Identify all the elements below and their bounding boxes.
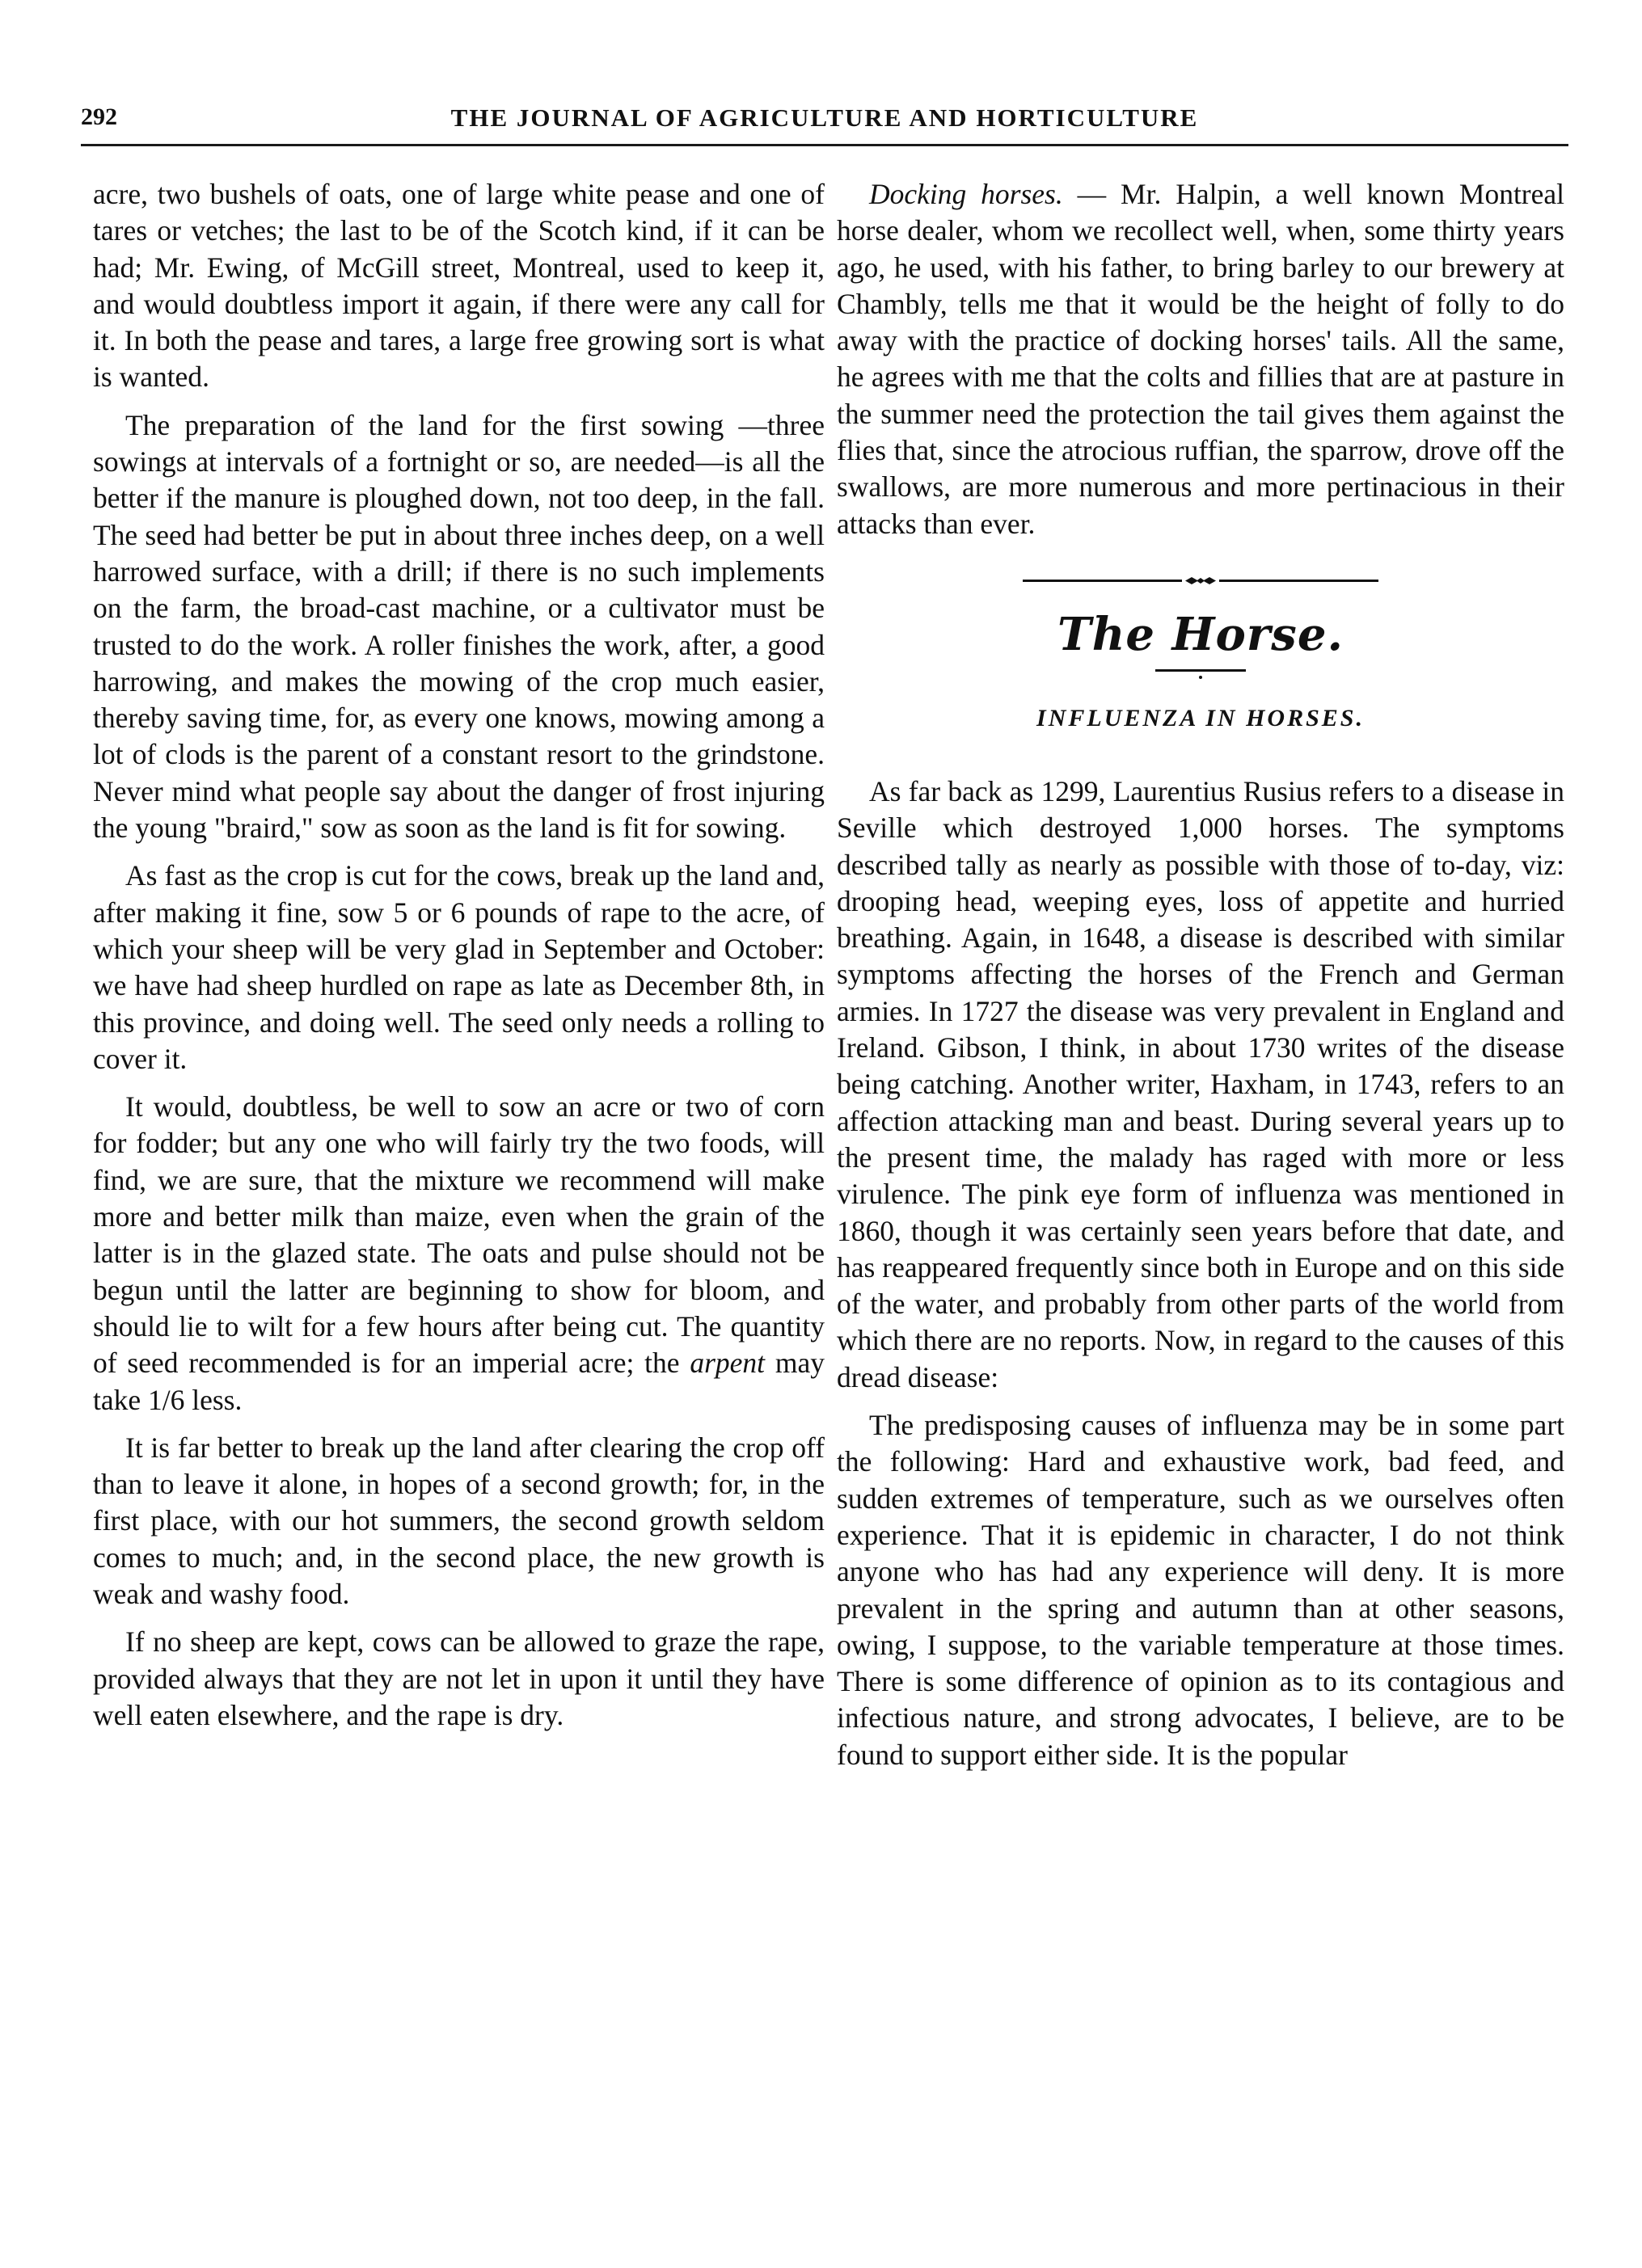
- paragraph-corn-fodder: [93, 1089, 825, 1419]
- paragraph-land-preparation: The preparation of the land for the first sowing —three sowings at intervals of a fortnight or so, are needed—is all the better if the manure is ploughed down, not too deep, in the fall. The seed had better be put in about three inches deep, on a well harrowed surface, with a drill; if there is no such implements on the farm, the broad-cast machine, or a cultivator must be trusted to do the work. A roller finishes the work, after, a good harrowing, and makes the mowing of the crop much easier, thereby saving time, for, as every one knows, mowing among a lot of clods is the parent of a constant resort to the grindstone. Never mind what people say about the danger of frost injuring the young "braird," sow as soon as the land is fit for sowing.: [93, 408, 825, 845]
- paragraph-break-up-land: It is far better to break up the land after clearing the crop off than to leave it alone, in hopes of a second growth; for, in the first place, with our hot summers, the second growth seldom comes to much; and, in the second place, the new growth is weak and washy food.: [93, 1431, 825, 1610]
- page-header: [81, 95, 1568, 146]
- section-divider: [1023, 580, 1378, 582]
- divider-ornament-icon: [1182, 575, 1219, 586]
- paragraph-seed-mixture: acre, two bushels of oats, one of large white pease and one of tares or vetches; the last to be of the Scotch kind, if it can be had; Mr. Ewing, of McGill street, Montreal, used to keep it, and would doubtless import it again, if there were any call for it. In both the pease and tares, a large free growing sort is what is wanted.: [93, 178, 825, 394]
- running-title: THE JOURNAL OF AGRICULTURE AND HORTICULTURE: [450, 103, 1199, 132]
- article-title: INFLUENZA IN HORSES.: [1036, 704, 1365, 731]
- arpent-word: arpent: [690, 1347, 766, 1380]
- paragraph-rape-sowing: As fast as the crop is cut for the cows, break up the land and, after making it fine, sow 5 or 6 pounds of rape to the acre, of which your sheep will be very glad in September and October: we have had sheep hurdled on rape as late as December 8th, in this province, and doing well. The seed only needs a rolling to cover it.: [93, 859, 825, 1075]
- page-number: 292: [81, 103, 117, 130]
- left-column: [93, 176, 825, 1745]
- paragraph-docking-horses: [837, 176, 1564, 542]
- docking-lead: Docking horses.: [869, 178, 1063, 210]
- corn-fodder-text: It would, doubtless, be well to sow an acre or two of corn for fodder; but any one who will fairly try the two foods, will find, we are sure, that the mixture we recommend will make more and better milk than maize, even when the grain of the latter is in the glazed state. The oats and pulse should not be begun until the latter are beginning to show for bloom, and should lie to wilt for a few hours after being cut. The quantity of seed recommended is for an imperial acre; the: [93, 1090, 825, 1380]
- paragraph-influenza-causes: The predisposing causes of influenza may be in some part the following: Hard and exhaustive work, bad feed, and sudden extremes of temperature, such as we ourselves often experience. That it is epidemic in character, I do not think anyone who has had any experience will deny. It is more prevalent in the spring and autumn than at other seasons, owing, I suppose, to the variable temperature at those times. There is some difference of opinion as to its contagious and infectious nature, and strong advocates, I believe, are to be found to support either side. It is the popular: [837, 1409, 1564, 1771]
- right-column: [837, 176, 1564, 1785]
- arpent-tail: may take 1/6 less.: [93, 1347, 825, 1416]
- section-title-rule: [1155, 669, 1246, 672]
- docking-text: — Mr. Halpin, a well known Montreal horse dealer, whom we recollect well, when, some thirty years ago, he used, with his father, to bring barley to our brewery at Chambly, tells me that it would be the height of folly to do away with the practice of docking horses' tails. All the same, he agrees with me that the colts and fillies that are at pasture in the summer need the protection the tail gives them against the flies that, since the atrocious ruffian, the sparrow, drove off the swallows, are more numerous and more pertinacious in their attacks than ever.: [837, 178, 1565, 540]
- paragraph-influenza-history: As far back as 1299, Laurentius Rusius refers to a disease in Seville which destroyed 1,000 horses. The symptoms described tally as nearly as possible with those of to-day, viz: drooping head, weeping eyes, loss of appetite and hurried breathing. Again, in 1648, a disease is described with similar symptoms affecting the horses of the French and German armies. In 1727 the disease was very prevalent in England and Ireland. Gibson, I think, in about 1730 writes of the disease being catching. Another writer, Haxham, in 1743, refers to an affection attacking man and beast. During several years up to the present time, the malady has raged with more or less virulence. The pink eye form of influenza was mentioned in 1860, though it was certainly seen years before that date, and has reappeared frequently since both in Europe and on this side of the water, and probably from other parts of the world from which there are no reports. Now, in regard to the causes of this dread disease:: [837, 774, 1564, 1393]
- paragraph-graze-rape: If no sheep are kept, cows can be allowed to graze the rape, provided always that they are not let in upon it until they have well eaten elsewhere, and the rape is dry.: [93, 1625, 825, 1731]
- section-title: The Horse.: [1057, 607, 1344, 661]
